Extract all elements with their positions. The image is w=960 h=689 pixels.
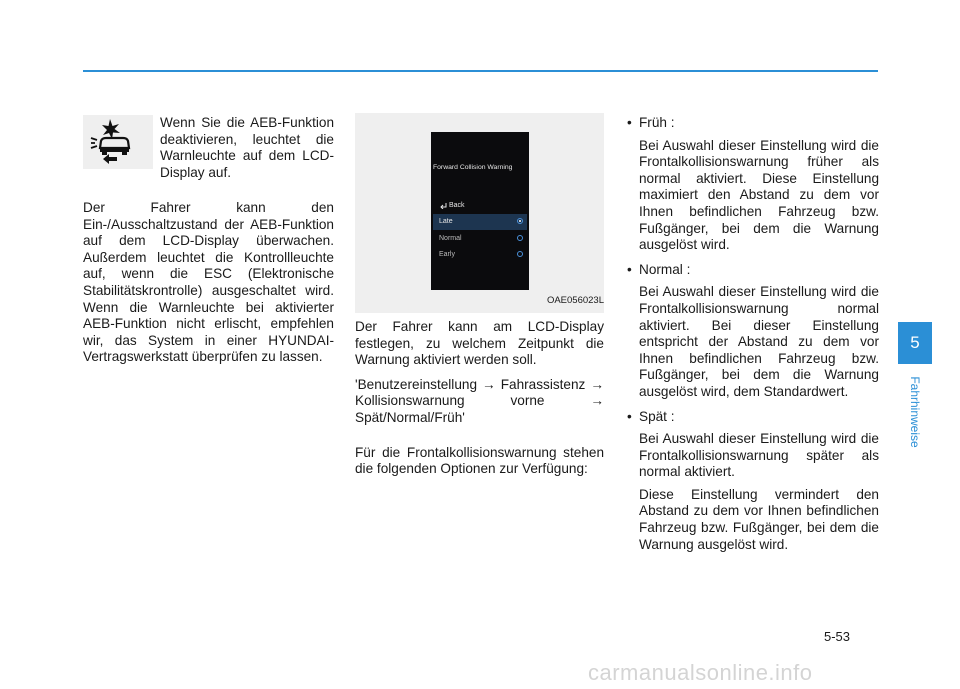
watermark: carmanualsonline.info xyxy=(588,660,813,685)
chapter-tab: 5 xyxy=(898,322,932,364)
figure-code: OAE056023L xyxy=(546,295,604,307)
screen-option-label: Late xyxy=(439,218,453,225)
menu-path: 'Benutzereinstellung → Fahrassistenz → Kollisionswarnung vorne → Spät/Normal/Früh' xyxy=(355,376,604,425)
screen-option-normal[interactable] xyxy=(433,231,527,247)
column-middle xyxy=(355,113,604,478)
column-right xyxy=(623,115,879,553)
aeb-status-paragraph: Der Fahrer kann den Ein-/Ausschaltzustand der AEB-Funktion auf dem LCD-Display überwachen. Außerdem leuchtet die Kontrollleuchte auf, wenn die ESC (Elektronische Stabilitätskrontrolle) ausgeschaltet wird. Wenn die Warnleuchte bei aktivierter AEB-Funktion nicht erlischt, empfehlen wir, das System in einer HYUNDAI-Vertragswerkstatt überprüfen zu lassen. xyxy=(83,200,334,365)
option-head: Früh : xyxy=(639,115,675,130)
aeb-off-warning-icon xyxy=(83,115,153,169)
warning-light-note xyxy=(83,115,334,195)
option-body: Bei Auswahl dieser Einstellung wird die Frontalkollisionswarnung später als normal aktiviert. xyxy=(639,431,879,480)
column-left xyxy=(83,115,334,366)
option-early-item xyxy=(623,115,879,254)
bullet-icon: • xyxy=(627,261,632,277)
screen-option-early[interactable] xyxy=(433,247,527,263)
bullet-icon: • xyxy=(627,408,632,424)
option-head: Normal : xyxy=(639,261,691,277)
screen-back-label: Back xyxy=(449,202,465,209)
lcd-screen xyxy=(431,132,529,290)
lcd-figure xyxy=(355,113,604,313)
option-normal-item xyxy=(623,262,879,401)
radio-empty-icon xyxy=(517,235,523,241)
screen-option-late[interactable] xyxy=(433,214,527,230)
option-late-item xyxy=(623,409,879,554)
screen-option-label: Early xyxy=(439,251,455,258)
back-arrow-icon xyxy=(439,202,447,209)
top-rule xyxy=(83,70,878,72)
page-number: 5-53 xyxy=(824,629,851,644)
warning-text: Wenn Sie die AEB-Funktion deaktivieren, leuchtet die Warnleuchte auf dem LCD-Display auf. xyxy=(160,115,334,180)
timing-paragraph: Der Fahrer kann am LCD-Display festlegen, zu welchem Zeitpunkt die Warnung aktiviert werden soll. xyxy=(355,319,604,368)
option-body: Bei Auswahl dieser Einstellung wird die Frontalkollisionswarnung normal aktiviert. Bei dieser Einstellung entspricht der Abstand zu dem vor Ihnen befindlichen Fahrzeug bzw. Fußgänger, bei dem die Warnung ausgelöst wird, dem Standardwert. xyxy=(639,284,879,399)
screen-option-label: Normal xyxy=(439,235,462,242)
radio-selected-icon xyxy=(517,218,523,224)
option-body: Bei Auswahl dieser Einstellung wird die Frontalkollisionswarnung früher als normal aktiviert. Diese Einstellung maximiert den Abstand zu dem vor Ihnen befindlichen Fahrzeug bzw. Fußgänger, bei dem die Warnung ausgelöst wird. xyxy=(639,137,879,253)
option-body: Diese Einstellung vermindert den Abstand zu dem vor Ihnen befindlichen Fahrzeug bzw. Fußgänger, bei dem die Warnung ausgelöst wird. xyxy=(639,486,879,552)
option-head: Spät : xyxy=(639,408,675,424)
bullet-icon: • xyxy=(627,115,632,130)
radio-empty-icon xyxy=(517,251,523,257)
chapter-label: Fahrhinweise xyxy=(908,376,922,448)
screen-title: Forward Collision Warning xyxy=(433,164,513,171)
options-intro: Für die Frontalkollisionswarnung stehen die folgenden Optionen zur Verfügung: xyxy=(355,444,604,477)
screen-back-row[interactable] xyxy=(433,198,527,215)
